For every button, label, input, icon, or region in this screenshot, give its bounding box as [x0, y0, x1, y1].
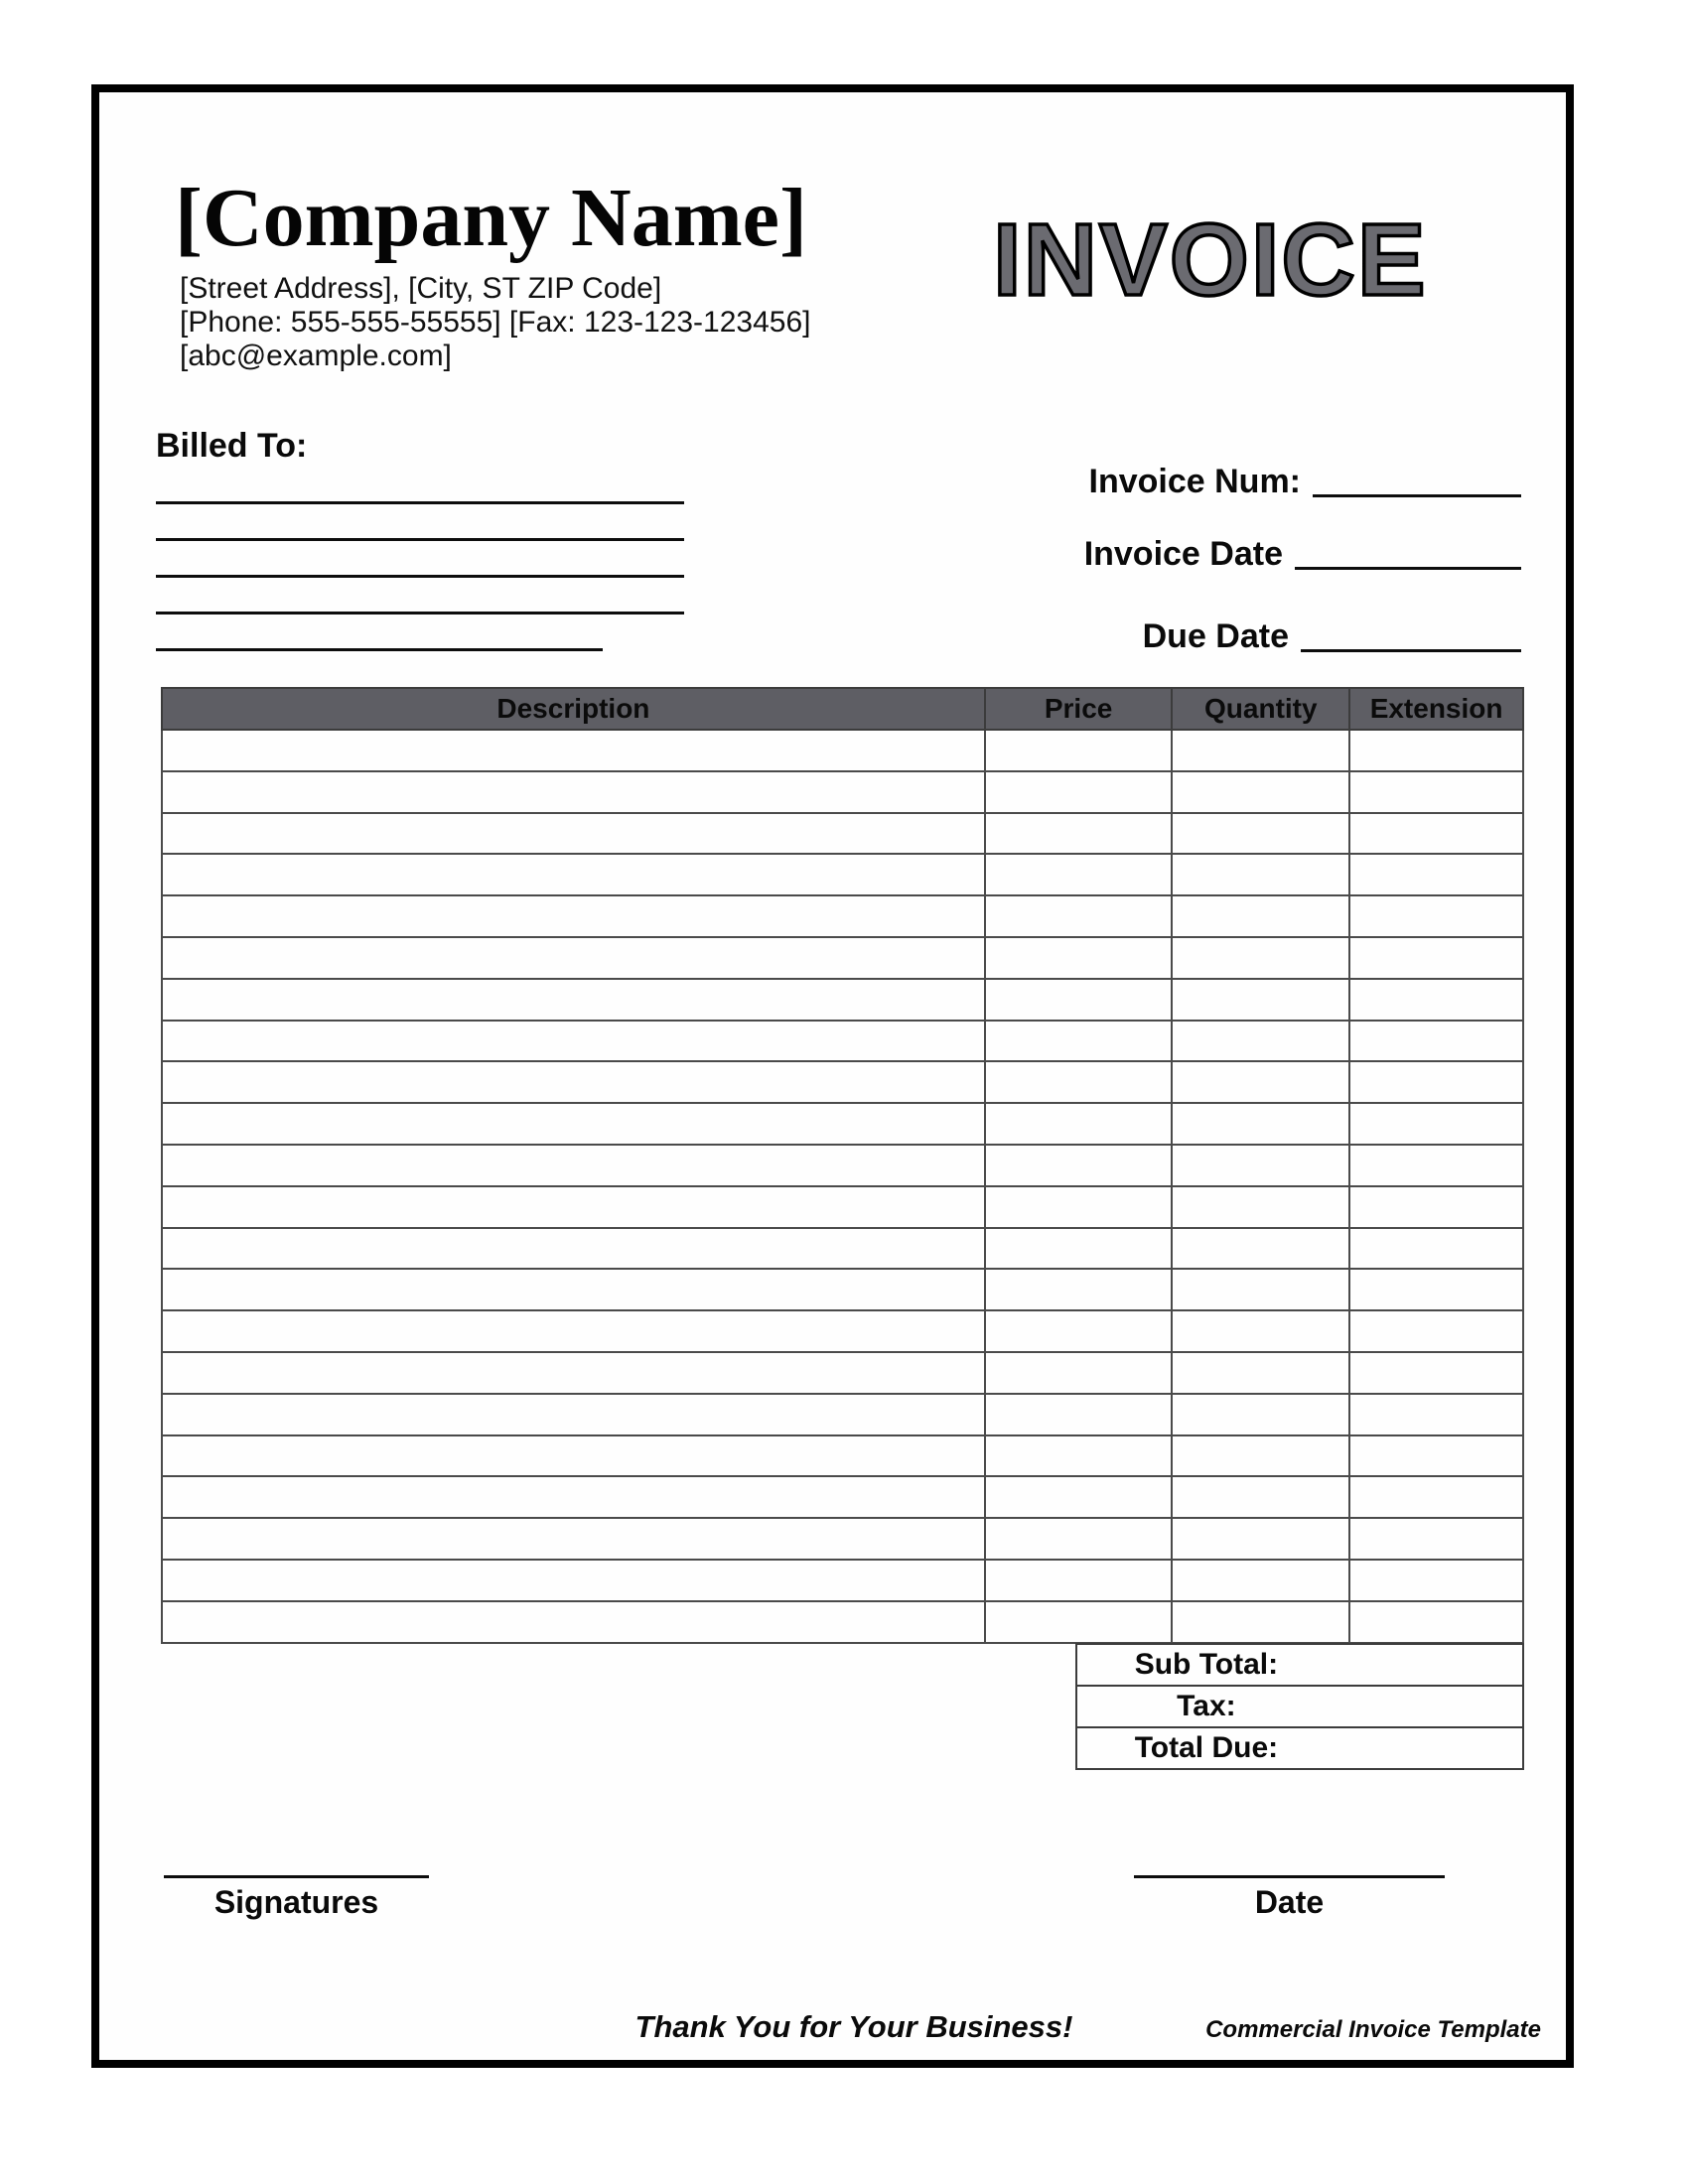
line-item-cell[interactable] — [985, 1518, 1173, 1560]
line-item-cell[interactable] — [1172, 1435, 1349, 1477]
invoice-number-blank[interactable] — [1313, 494, 1521, 497]
line-item-cell[interactable] — [985, 1601, 1173, 1643]
billed-to-blank-line[interactable] — [156, 501, 684, 504]
line-item-cell[interactable] — [1349, 937, 1523, 979]
total-due-label: Total Due: — [1134, 1731, 1279, 1764]
due-date-label: Due Date — [1142, 617, 1289, 655]
line-item-cell[interactable] — [985, 1103, 1173, 1145]
line-item-cell[interactable] — [985, 937, 1173, 979]
signatures-label: Signatures — [213, 1884, 379, 1920]
line-item-cell[interactable] — [1172, 1476, 1349, 1518]
column-header-description: Description — [162, 688, 985, 730]
line-item-cell[interactable] — [985, 813, 1173, 855]
line-item-cell[interactable] — [162, 813, 985, 855]
billed-to-label: Billed To: — [156, 427, 308, 465]
line-item-cell[interactable] — [1349, 813, 1523, 855]
line-item-cell[interactable] — [1172, 1061, 1349, 1103]
column-header-quantity: Quantity — [1172, 688, 1349, 730]
line-item-row — [162, 1394, 1523, 1435]
column-header-price: Price — [985, 688, 1173, 730]
line-item-cell[interactable] — [1349, 1601, 1523, 1643]
line-item-cell[interactable] — [1349, 1394, 1523, 1435]
invoice-wordmark: INVOICE — [993, 203, 1428, 317]
line-item-cell[interactable] — [1349, 854, 1523, 895]
line-item-cell[interactable] — [985, 730, 1173, 771]
line-item-row — [162, 1435, 1523, 1477]
line-item-cell[interactable] — [1349, 1476, 1523, 1518]
line-item-cell[interactable] — [1349, 730, 1523, 771]
line-item-cell[interactable] — [1172, 979, 1349, 1021]
company-name: [Company Name] — [175, 172, 807, 264]
line-item-cell[interactable] — [1172, 1021, 1349, 1062]
line-item-cell[interactable] — [985, 1352, 1173, 1394]
billed-to-blank-line[interactable] — [156, 612, 684, 614]
line-item-cell[interactable] — [162, 1145, 985, 1186]
table-header-row — [162, 688, 1523, 730]
subtotal-row — [1077, 1645, 1522, 1687]
line-item-row — [162, 1310, 1523, 1352]
line-item-row — [162, 1560, 1523, 1601]
line-item-cell[interactable] — [985, 1435, 1173, 1477]
total-due-value[interactable] — [1336, 1728, 1522, 1768]
line-item-cell[interactable] — [985, 1186, 1173, 1228]
subtotal-label: Sub Total: — [1134, 1648, 1279, 1681]
line-item-cell[interactable] — [1349, 1310, 1523, 1352]
company-phone-fax: [Phone: 555-555-55555] [Fax: 123-123-123456] — [180, 306, 811, 339]
line-items-table — [161, 687, 1524, 1644]
line-item-cell[interactable] — [162, 979, 985, 1021]
line-item-cell[interactable] — [1172, 1601, 1349, 1643]
line-item-cell[interactable] — [1172, 1394, 1349, 1435]
line-item-cell[interactable] — [1172, 1518, 1349, 1560]
line-item-row — [162, 1228, 1523, 1270]
line-item-cell[interactable] — [162, 1476, 985, 1518]
invoice-date-blank[interactable] — [1295, 567, 1521, 570]
line-item-row — [162, 730, 1523, 771]
line-item-cell[interactable] — [162, 1186, 985, 1228]
line-item-row — [162, 771, 1523, 813]
line-item-cell[interactable] — [1172, 1352, 1349, 1394]
line-item-cell[interactable] — [1172, 1228, 1349, 1270]
line-item-cell[interactable] — [162, 1310, 985, 1352]
line-item-cell[interactable] — [985, 1269, 1173, 1310]
line-item-cell[interactable] — [985, 1394, 1173, 1435]
line-item-cell[interactable] — [1172, 937, 1349, 979]
line-item-cell[interactable] — [1349, 1560, 1523, 1601]
invoice-date-label: Invoice Date — [1083, 535, 1283, 573]
line-item-row — [162, 1145, 1523, 1186]
line-item-cell[interactable] — [162, 1269, 985, 1310]
line-item-row — [162, 1518, 1523, 1560]
line-item-row — [162, 1186, 1523, 1228]
line-item-cell[interactable] — [985, 1061, 1173, 1103]
line-item-cell[interactable] — [162, 937, 985, 979]
line-item-row — [162, 1021, 1523, 1062]
line-item-cell[interactable] — [1349, 1352, 1523, 1394]
footer-template-name: Commercial Invoice Template — [1205, 2016, 1541, 2043]
line-item-cell[interactable] — [985, 771, 1173, 813]
line-item-cell[interactable] — [162, 1601, 985, 1643]
line-item-cell[interactable] — [162, 1228, 985, 1270]
line-item-cell[interactable] — [162, 895, 985, 937]
line-item-cell[interactable] — [162, 771, 985, 813]
company-address: [Street Address], [City, ST ZIP Code] — [180, 272, 662, 305]
line-item-cell[interactable] — [1172, 1103, 1349, 1145]
tax-label: Tax: — [1177, 1690, 1236, 1722]
line-item-cell[interactable] — [1172, 730, 1349, 771]
line-item-row — [162, 1103, 1523, 1145]
billed-to-blank-line[interactable] — [156, 648, 603, 651]
line-item-cell[interactable] — [1349, 895, 1523, 937]
total-due-row — [1077, 1728, 1522, 1768]
line-item-cell[interactable] — [985, 1021, 1173, 1062]
line-item-cell[interactable] — [985, 1145, 1173, 1186]
company-email: [abc@example.com] — [180, 340, 452, 372]
line-item-row — [162, 1476, 1523, 1518]
line-item-cell[interactable] — [162, 730, 985, 771]
due-date-blank[interactable] — [1301, 649, 1521, 652]
date-label: Date — [1254, 1884, 1325, 1920]
column-header-extension: Extension — [1349, 688, 1523, 730]
line-item-cell[interactable] — [985, 854, 1173, 895]
invoice-date-row — [1084, 535, 1521, 574]
line-item-cell[interactable] — [1349, 979, 1523, 1021]
line-item-cell[interactable] — [1349, 1228, 1523, 1270]
line-item-cell[interactable] — [1349, 1269, 1523, 1310]
line-item-cell[interactable] — [1172, 771, 1349, 813]
line-item-cell[interactable] — [162, 1394, 985, 1435]
billed-to-blank-line[interactable] — [156, 538, 684, 541]
line-item-row — [162, 937, 1523, 979]
line-item-cell[interactable] — [1172, 1269, 1349, 1310]
line-item-cell[interactable] — [1349, 771, 1523, 813]
subtotal-value[interactable] — [1336, 1645, 1522, 1685]
line-item-cell[interactable] — [1349, 1435, 1523, 1477]
line-item-cell[interactable] — [1172, 813, 1349, 855]
line-item-cell[interactable] — [162, 1352, 985, 1394]
line-item-cell[interactable] — [1172, 1310, 1349, 1352]
date-blank-line[interactable] — [1134, 1875, 1445, 1878]
line-item-cell[interactable] — [1172, 1560, 1349, 1601]
tax-row — [1077, 1687, 1522, 1728]
line-item-cell[interactable] — [162, 1061, 985, 1103]
line-item-cell[interactable] — [985, 1560, 1173, 1601]
line-item-row — [162, 1269, 1523, 1310]
invoice-number-row — [1089, 463, 1521, 501]
line-item-row — [162, 1352, 1523, 1394]
signature-blank-line[interactable] — [164, 1875, 429, 1878]
line-item-row — [162, 979, 1523, 1021]
line-item-cell[interactable] — [162, 854, 985, 895]
line-item-row — [162, 1601, 1523, 1643]
line-item-cell[interactable] — [1172, 1145, 1349, 1186]
line-item-cell[interactable] — [1349, 1021, 1523, 1062]
totals-box — [1075, 1643, 1524, 1770]
footer-thank-you: Thank You for Your Business! — [634, 2009, 1073, 2044]
line-item-cell[interactable] — [162, 1560, 985, 1601]
line-item-cell[interactable] — [1349, 1145, 1523, 1186]
line-item-cell[interactable] — [1172, 854, 1349, 895]
line-item-cell[interactable] — [985, 895, 1173, 937]
line-items-table-body — [162, 730, 1523, 1643]
company-details — [180, 272, 810, 373]
line-item-cell[interactable] — [1349, 1186, 1523, 1228]
line-item-cell[interactable] — [1349, 1061, 1523, 1103]
line-item-row — [162, 1061, 1523, 1103]
line-item-cell[interactable] — [1172, 895, 1349, 937]
line-item-row — [162, 813, 1523, 855]
invoice-number-label: Invoice Num: — [1088, 463, 1301, 500]
line-item-cell[interactable] — [985, 1310, 1173, 1352]
line-item-cell[interactable] — [162, 1103, 985, 1145]
line-item-row — [162, 854, 1523, 895]
line-item-cell[interactable] — [162, 1518, 985, 1560]
tax-value[interactable] — [1336, 1687, 1522, 1726]
line-item-cell[interactable] — [1349, 1518, 1523, 1560]
due-date-row — [1143, 617, 1521, 656]
line-item-cell[interactable] — [985, 979, 1173, 1021]
line-item-cell[interactable] — [985, 1476, 1173, 1518]
billed-to-blank-line[interactable] — [156, 575, 684, 578]
line-item-cell[interactable] — [162, 1435, 985, 1477]
line-item-row — [162, 895, 1523, 937]
line-item-cell[interactable] — [162, 1021, 985, 1062]
line-item-cell[interactable] — [985, 1228, 1173, 1270]
line-item-cell[interactable] — [1172, 1186, 1349, 1228]
line-item-cell[interactable] — [1349, 1103, 1523, 1145]
